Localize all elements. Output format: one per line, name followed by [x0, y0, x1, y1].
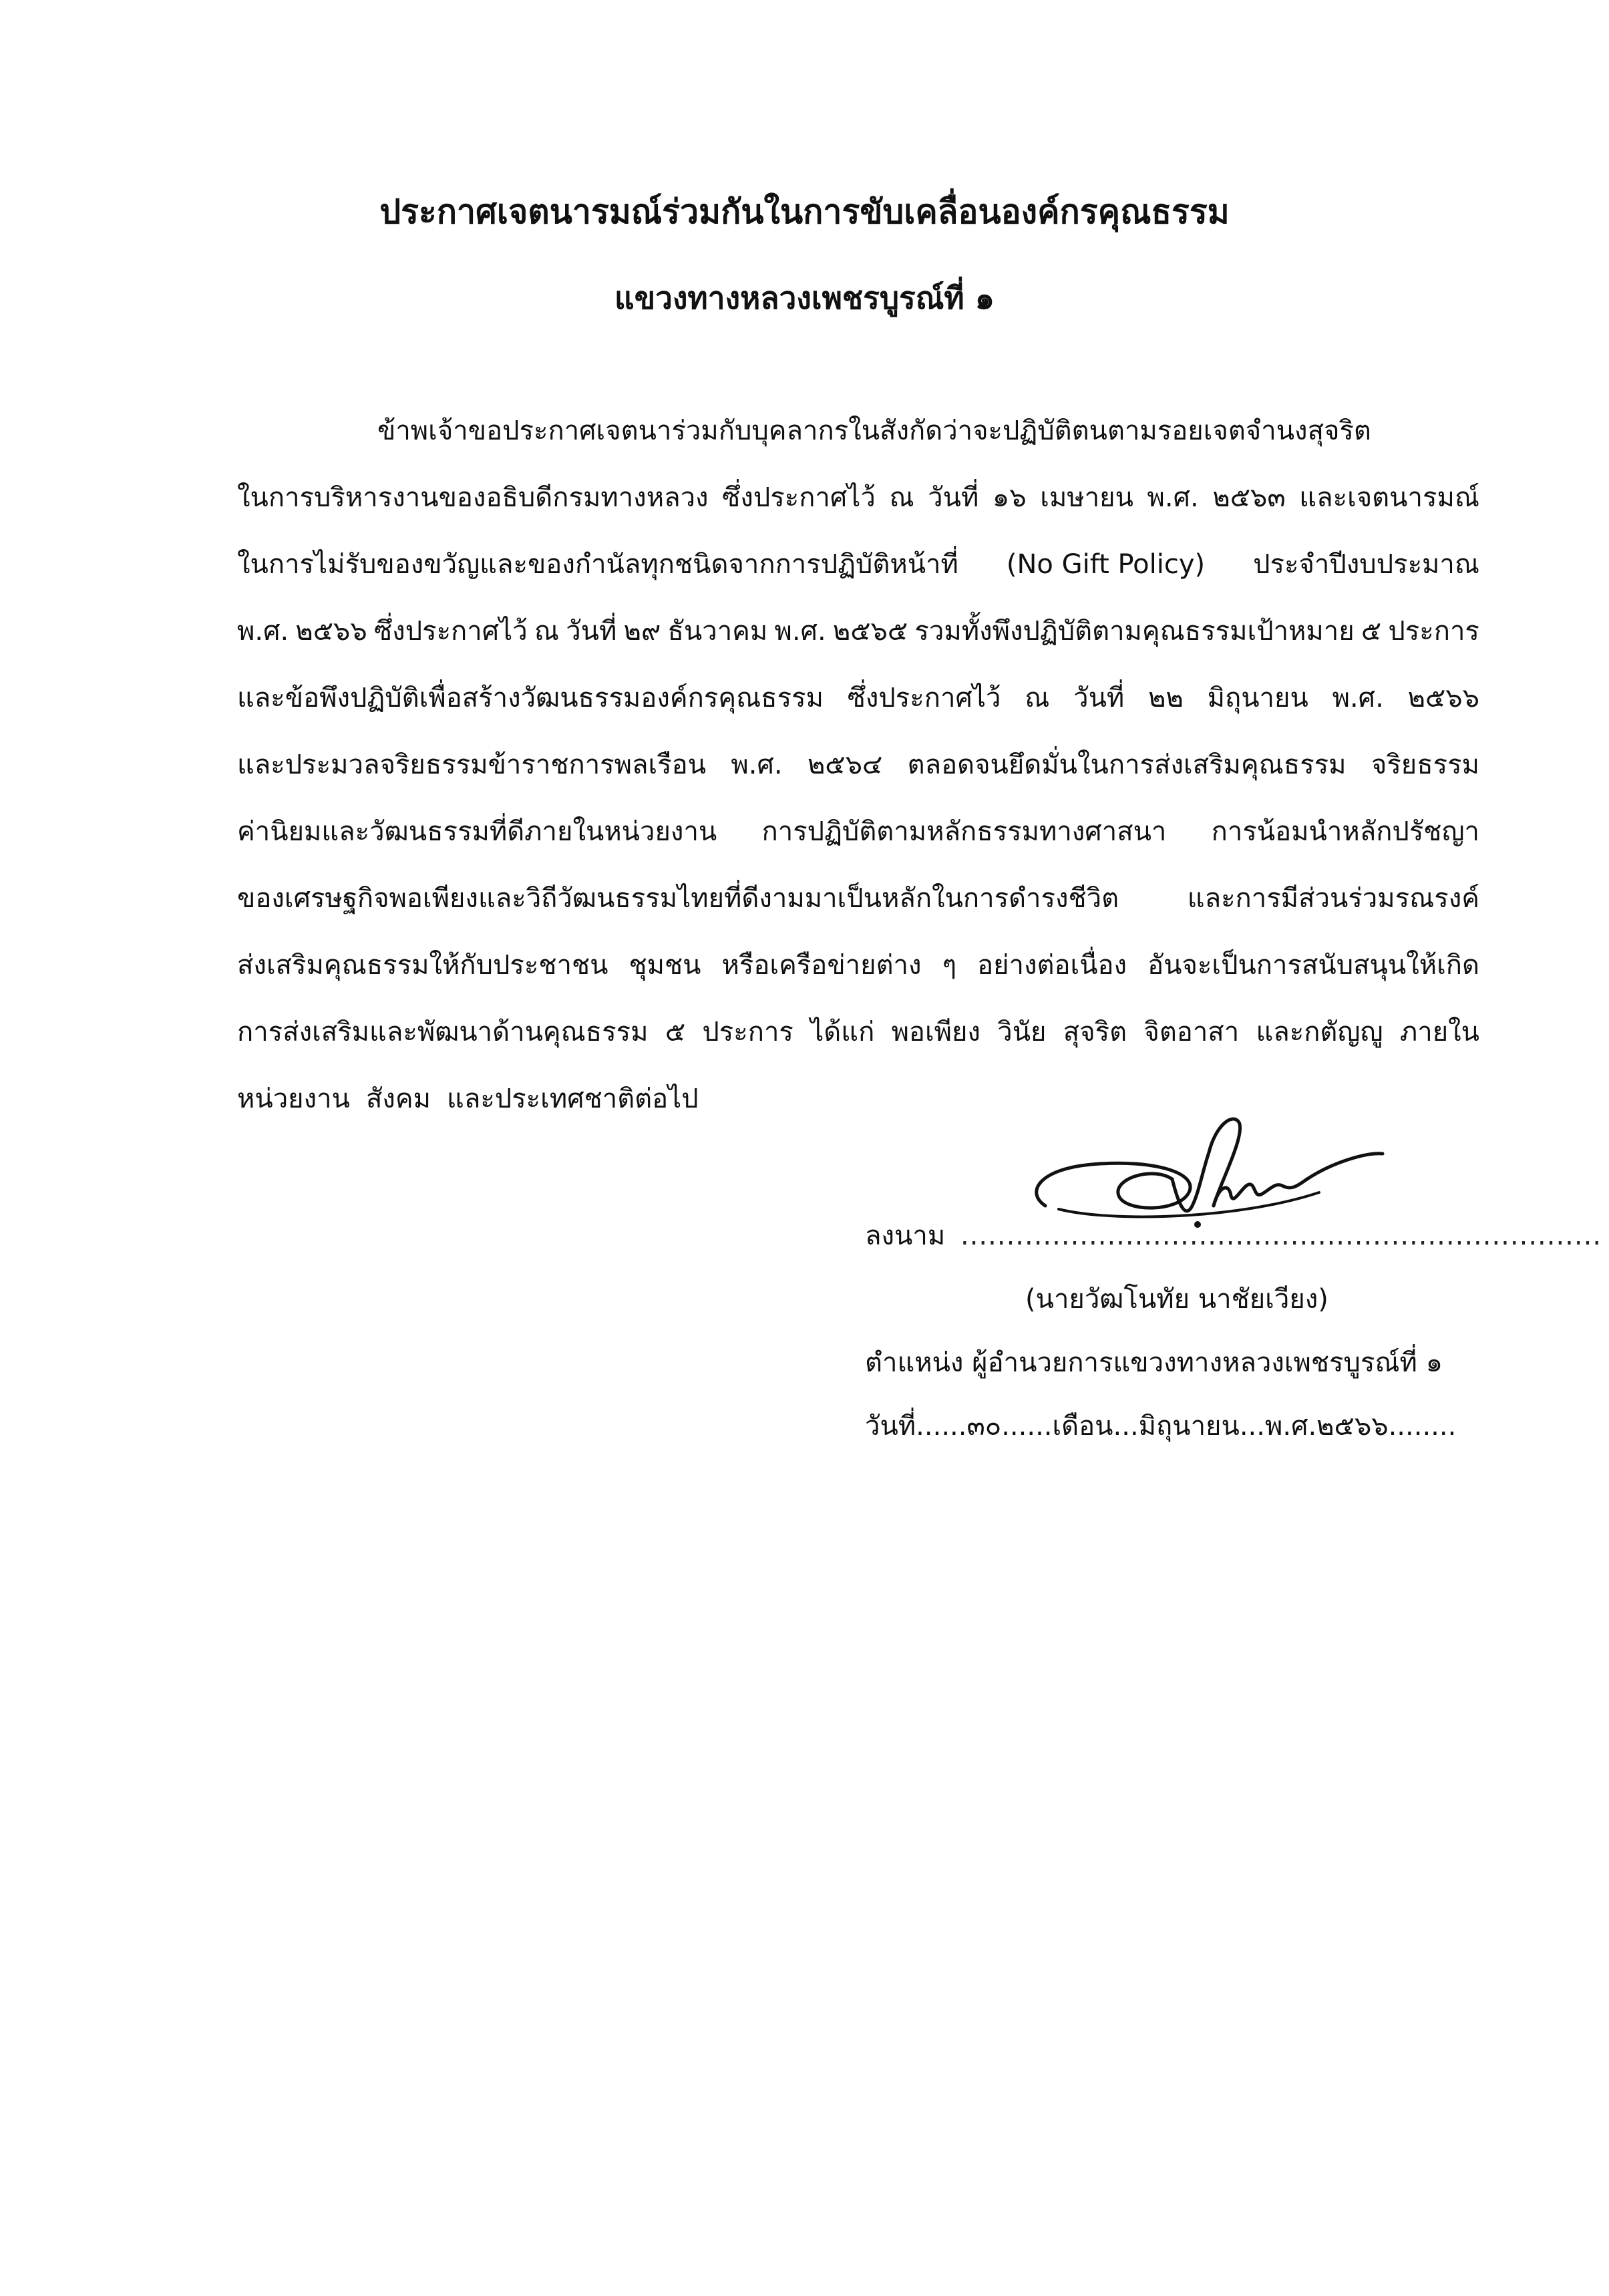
body-text: ตลอดจนยึดมั่นในการส่งเสริมคุณธรรม — [907, 750, 1347, 780]
body-text: ซึ่งประกาศไว้ — [722, 482, 876, 513]
body-text: เมษายน — [1040, 482, 1133, 513]
body-line-8 — [237, 878, 1479, 945]
body-line-2 — [237, 478, 1479, 544]
body-text: ณ — [889, 482, 914, 513]
body-text: สุจริต — [1063, 1017, 1127, 1047]
body-text: การน้อมนำหลักปรัชญา — [1211, 816, 1479, 847]
body-text: ส่งเสริมคุณธรรมให้กับประชาชน — [237, 950, 608, 981]
body-text: การปฏิบัติตามหลักธรรมทางศาสนา — [761, 816, 1167, 847]
signatory-name: (นายวัฒโนทัย นาชัยเวียง) — [1025, 1284, 1328, 1315]
body-text: ธันวาคม — [667, 616, 768, 647]
body-text: รวมทั้งพึงปฏิบัติตามคุณธรรมเป้าหมาย — [914, 616, 1355, 647]
body-text: และเจตนารมณ์ — [1299, 482, 1479, 513]
body-line-4 — [237, 611, 1479, 678]
body-line-5 — [237, 678, 1479, 745]
body-text: วันที่ — [928, 482, 979, 513]
body-text: ๑๖ — [992, 482, 1027, 513]
body-line-1 — [237, 411, 1479, 478]
body-text: ณ — [1025, 683, 1050, 713]
body-text: จริยธรรม — [1371, 750, 1479, 780]
body-text: ๒๕๖๓ — [1212, 482, 1286, 513]
body-text: ชุมชน — [629, 950, 701, 981]
body-text: อันจะเป็นการสนับสนุนให้เกิด — [1147, 950, 1479, 981]
body-text: หรือเครือข่ายต่าง — [721, 950, 922, 981]
body-text: ประการ — [702, 1017, 793, 1047]
body-line-7 — [237, 812, 1479, 878]
body-text: ๒๕๖๔ — [807, 750, 883, 780]
body-text: วินัย — [997, 1017, 1047, 1047]
body-line-6 — [237, 745, 1479, 812]
signature-line: ...................................................................... — [960, 1220, 1602, 1251]
body-text: พ.ศ. — [237, 616, 289, 647]
body-text: ในการบริหารงานของอธิบดีกรมทางหลวง — [237, 482, 709, 513]
body-text: และกตัญญู — [1256, 1017, 1383, 1047]
body-text: และประเทศชาติต่อไป — [447, 1084, 699, 1114]
body-text: การส่งเสริมและพัฒนาด้านคุณธรรม — [237, 1017, 649, 1047]
body-text: ๆ — [942, 950, 957, 981]
body-text: วันที่ — [1073, 683, 1125, 713]
body-text: ๒๒ — [1148, 683, 1184, 713]
body-text: ของเศรษฐกิจพอเพียงและวิถีวัฒนธรรมไทยที่ดีงามมาเป็นหลักในการดำรงชีวิต — [237, 883, 1119, 914]
body-text: และข้อพึงปฏิบัติเพื่อสร้างวัฒนธรรมองค์กรคุณธรรม — [237, 683, 824, 713]
body-text: ข้าพเจ้าขอประกาศเจตนาร่วมกับบุคลากรในสังกัดว่าจะปฏิบัติตนตามรอยเจตจำนงสุจริต — [377, 416, 1371, 446]
body-text: พ.ศ. — [1147, 482, 1199, 513]
body-line-9 — [237, 945, 1479, 1012]
body-text: จิตอาสา — [1143, 1017, 1240, 1047]
body-text: ประการ — [1388, 616, 1479, 647]
body-line-10 — [237, 1012, 1479, 1079]
body-text: วันที่ — [566, 616, 617, 647]
signatory-position: ตำแหน่ง ผู้อำนวยการแขวงทางหลวงเพชรบูรณ์ที่ ๑ — [865, 1347, 1443, 1378]
body-text: ประจำปีงบประมาณ — [1253, 549, 1479, 580]
body-text: และประมวลจริยธรรมข้าราชการพลเรือน — [237, 750, 707, 780]
body-text: และการมีส่วนร่วมรณรงค์ — [1187, 883, 1479, 914]
body-text: ได้แก่ — [810, 1017, 875, 1047]
body-text: ค่านิยมและวัฒนธรรมที่ดีภายในหน่วยงาน — [237, 816, 717, 847]
body-text: ซึ่งประกาศไว้ — [374, 616, 528, 647]
signature-date: วันที่......๓๐......เดือน...มิถุนายน...พ.ศ.๒๕๖๖........ — [865, 1411, 1457, 1442]
body-text: หน่วยงาน — [237, 1084, 350, 1114]
body-text: พอเพียง — [891, 1017, 980, 1047]
document-title: ประกาศเจตนารมณ์ร่วมกันในการขับเคลื่อนองค์กรคุณธรรม — [379, 192, 1230, 231]
document-subtitle: แขวงทางหลวงเพชรบูรณ์ที่ ๑ — [614, 280, 995, 316]
body-text: อย่างต่อเนื่อง — [977, 950, 1127, 981]
signature-label: ลงนาม — [865, 1220, 946, 1251]
body-text: ณ — [534, 616, 560, 647]
body-text: พ.ศ. — [774, 616, 826, 647]
body-text: พ.ศ. — [731, 750, 783, 780]
body-text: สังคม — [365, 1084, 431, 1114]
body-line-3 — [237, 544, 1479, 611]
body-text: ภายใน — [1399, 1017, 1479, 1047]
body-text: ซึ่งประกาศไว้ — [847, 683, 1001, 713]
body-text: ๒๕๖๖ — [1407, 683, 1479, 713]
body-text: มิถุนายน — [1207, 683, 1308, 713]
body-text: ในการไม่รับของขวัญและของกำนัลทุกชนิดจากการปฏิบัติหน้าที่ — [237, 549, 958, 580]
body-text: ๕ — [665, 1017, 686, 1047]
body-text: ๒๕๖๖ — [295, 616, 367, 647]
document-body — [237, 411, 1479, 1146]
body-text: พ.ศ. — [1332, 683, 1384, 713]
body-text: (No Gift Policy) — [1006, 549, 1206, 580]
body-text: ๒๕๖๕ — [832, 616, 908, 647]
body-text: ๒๙ — [623, 616, 661, 647]
body-text: ๕ — [1361, 616, 1382, 647]
